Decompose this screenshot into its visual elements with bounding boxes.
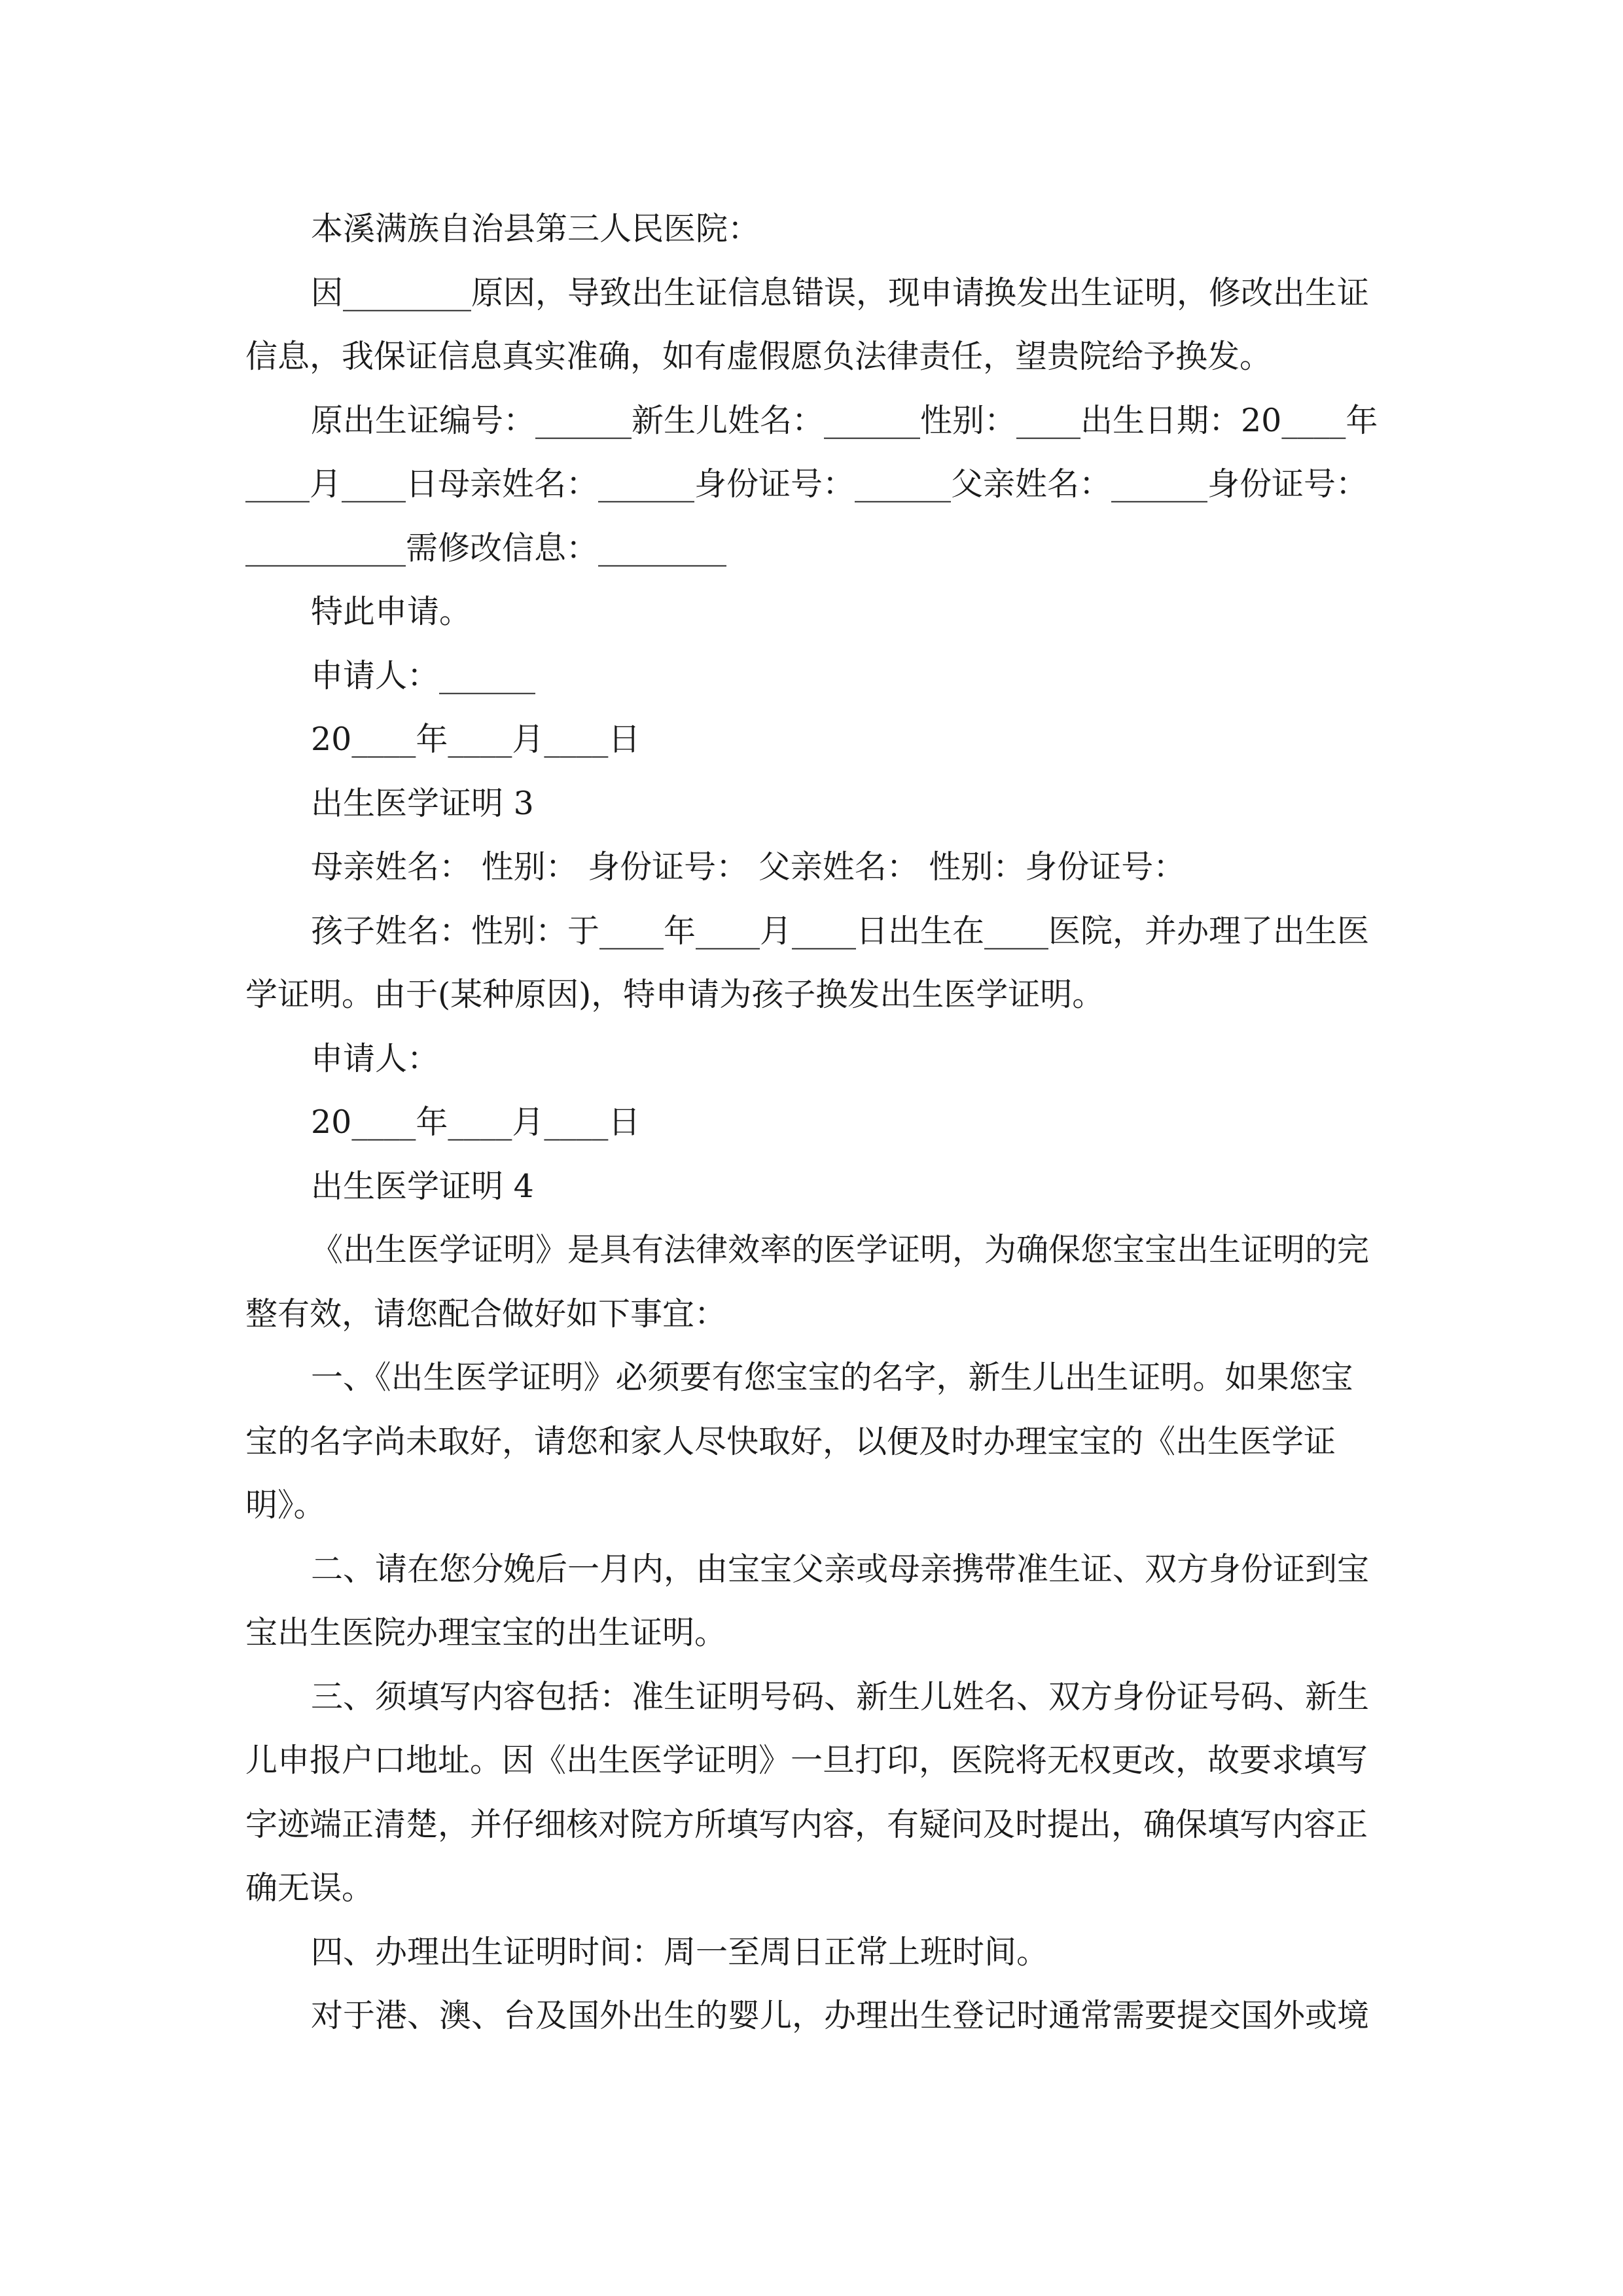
text-line: 申请人： xyxy=(311,1040,440,1077)
section-heading: 出生医学证明 4 xyxy=(311,1168,534,1205)
text-line: 学证明。由于(某种原因)，特申请为孩子换发出生医学证明。 xyxy=(245,976,1105,1013)
text-line: 信息，我保证信息真实准确，如有虚假愿负法律责任，望贵院给予换发。 xyxy=(245,338,1272,375)
text-line: 《出生医学证明》是具有法律效率的医学证明，为确保您宝宝出生证明的完 xyxy=(311,1231,1370,1268)
text-line: 孩子姓名：性别：于____年____月____日出生在____医院，并办理了出生医 xyxy=(311,912,1370,950)
text-line: 整有效，请您配合做好如下事宜： xyxy=(245,1295,727,1333)
text-line: 原出生证编号：______新生儿姓名：______性别：____出生日期：20____年 xyxy=(311,402,1378,439)
text-line: 特此申请。 xyxy=(311,593,472,630)
text-line: 对于港、澳、台及国外出生的婴儿，办理出生登记时通常需要提交国外或境 xyxy=(311,1997,1370,2034)
text-line: ____月____日母亲姓名：______身份证号：______父亲姓名：______身份证号： xyxy=(245,465,1368,503)
text-line: 20____年____月____日 xyxy=(311,1103,641,1141)
text-line: 宝的名字尚未取好，请您和家人尽快取好，以便及时办理宝宝的《出生医学证 xyxy=(245,1423,1336,1460)
text-line: __________需修改信息：________ xyxy=(245,529,727,567)
text-line: 20____年____月____日 xyxy=(311,721,641,758)
text-line: 确无误。 xyxy=(245,1869,374,1907)
text-line: 本溪满族自治县第三人民医院： xyxy=(311,210,760,247)
text-line: 母亲姓名： 性别： 身份证号： 父亲姓名： 性别：身份证号： xyxy=(311,848,1186,886)
text-line: 明》。 xyxy=(245,1486,326,1524)
text-line: 字迹端正清楚，并仔细核对院方所填写内容，有疑问及时提出，确保填写内容正 xyxy=(245,1806,1368,1843)
text-line: 儿申报户口地址。因《出生医学证明》一旦打印，医院将无权更改，故要求填写 xyxy=(245,1742,1368,1779)
text-line: 四、办理出生证明时间：周一至周日正常上班时间。 xyxy=(311,1933,1049,1971)
text-line: 因________原因，导致出生证信息错误，现申请换发出生证明，修改出生证 xyxy=(311,274,1370,312)
section-heading: 出生医学证明 3 xyxy=(311,785,534,822)
text-line: 二、请在您分娩后一月内，由宝宝父亲或母亲携带准生证、双方身份证到宝 xyxy=(311,1551,1370,1588)
text-line: 申请人：______ xyxy=(311,657,536,694)
text-line: 三、须填写内容包括：准生证明号码、新生儿姓名、双方身份证号码、新生 xyxy=(311,1678,1370,1715)
text-line: 一、《出生医学证明》必须要有您宝宝的名字，新生儿出生证明。如果您宝 xyxy=(311,1359,1353,1396)
text-line: 宝出生医院办理宝宝的出生证明。 xyxy=(245,1614,727,1651)
